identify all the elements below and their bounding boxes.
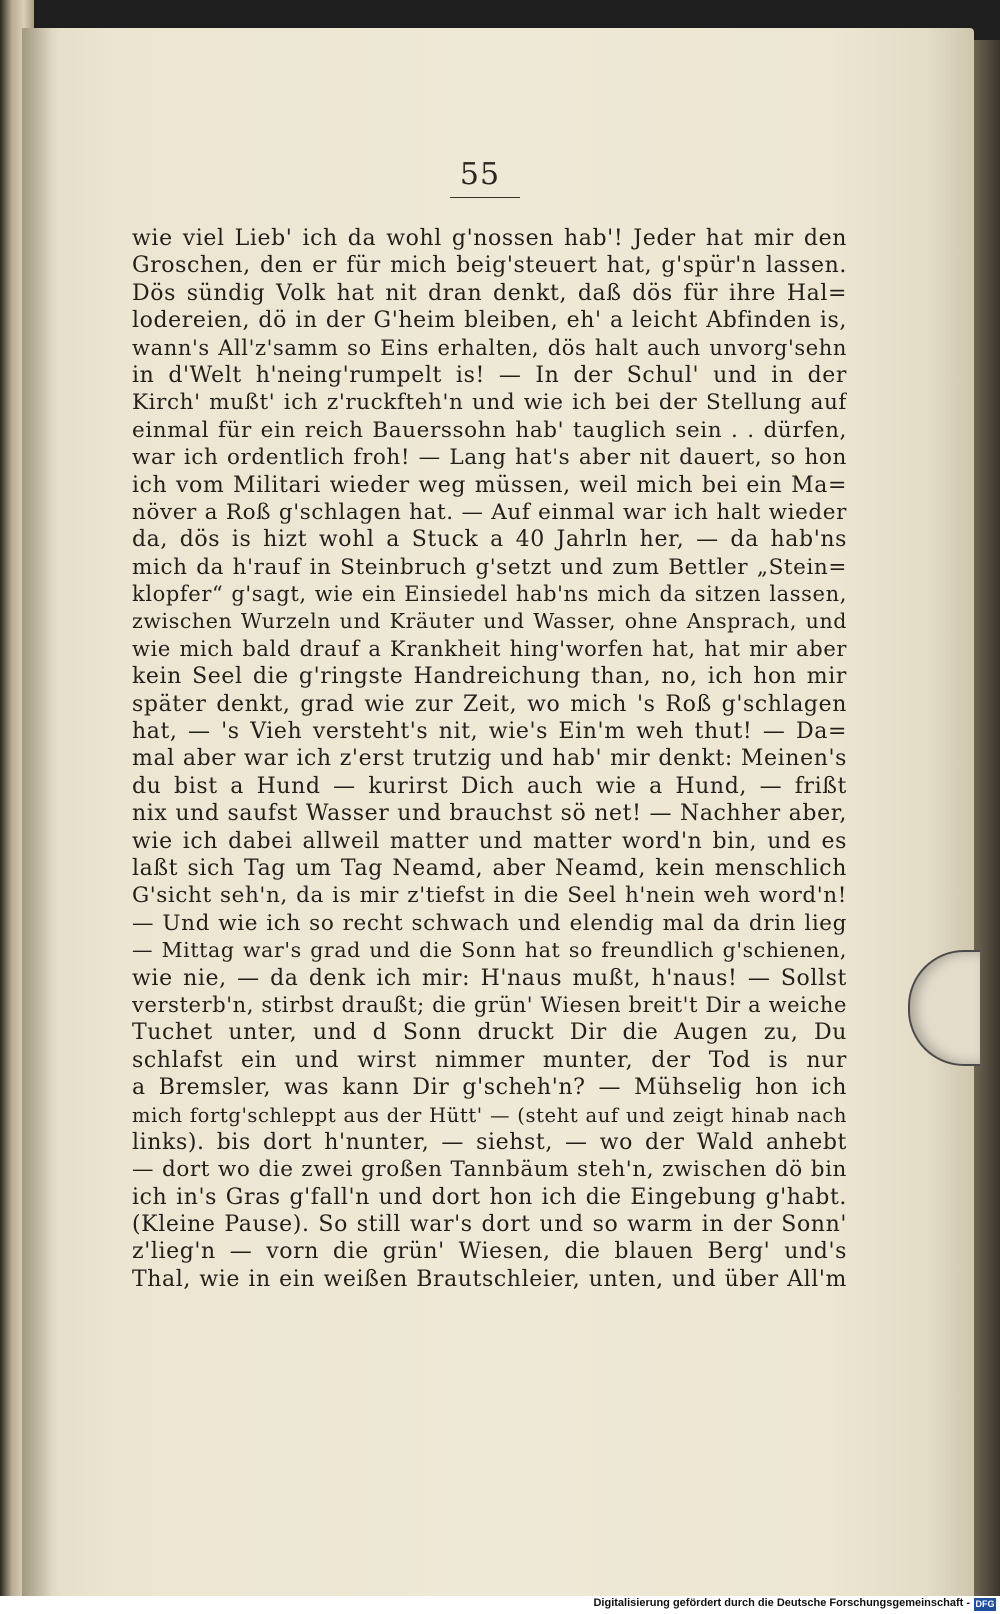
text-line: kein Seel die g'ringste Handreichung than, no, ich hon mir <box>132 664 847 690</box>
text-line: ich vom Militari wieder weg müssen, weil mich bei ein Ma= <box>132 472 847 498</box>
text-line: wie mich bald drauf a Krankheit hing'worfen hat, hat mir aber <box>132 636 847 661</box>
text-line: z'lieg'n — vorn die grün' Wiesen, die blauen Berg' und's <box>132 1239 847 1265</box>
text-line: hat, — 's Vieh versteht's nit, wie's Ein'm weh thut! — Da= <box>132 719 847 745</box>
dfg-logo: DFG <box>975 1599 995 1609</box>
text-line: lodereien, dö in der G'heim bleiben, eh' a leicht Abfinden is, <box>132 308 847 334</box>
text-line: wann's All'z'samm so Eins erhalten, dös halt auch unvorg'sehn <box>132 335 847 360</box>
book-cover-edge <box>974 40 1000 1596</box>
text-line: laßt sich Tag um Tag Neamd, aber Neamd, kein menschlich <box>132 855 847 881</box>
text-line: später denkt, grad wie zur Zeit, wo mich 's Roß g'schlagen <box>132 691 847 717</box>
text-line: wie ich dabei allweil matter und matter word'n bin, und es <box>132 828 847 854</box>
text-line: schlafst ein und wirst nimmer munter, der Tod is nur <box>132 1047 847 1073</box>
digitization-footer <box>0 1596 1000 1614</box>
funding-notice: Digitalisierung gefördert durch die Deutsche Forschungsgemeinschaft - <box>593 1597 970 1609</box>
text-line: mal aber war ich z'erst trutzig und hab' mir denkt: Meinen's <box>132 746 847 772</box>
text-line: Thal, wie in ein weißen Brautschleier, unten, und über All'm <box>132 1266 847 1292</box>
text-line: — dort wo die zwei großen Tannbäum steh'n, zwischen dö bin <box>132 1157 847 1183</box>
page-number: 55 <box>459 157 501 192</box>
text-line: mich fortg'schleppt aus der Hütt' — (steht auf und zeigt hinab nach <box>132 1103 847 1127</box>
body-text <box>132 225 847 1293</box>
text-line: ich in's Gras g'fall'n und dort hon ich die Eingebung g'habt. <box>132 1184 847 1210</box>
page-gutter-shadow <box>22 28 52 1596</box>
text-line: war ich ordentlich froh! — Lang hat's aber nit dauert, so hon <box>132 445 847 471</box>
text-line: Kirch' mußt' ich z'ruckfteh'n und wie ich bei der Stellung auf <box>132 390 847 416</box>
page-number-rule <box>450 197 520 198</box>
text-line: nix und saufst Wasser und brauchst sö net! — Nachher aber, <box>132 801 847 827</box>
text-line: zwischen Wurzeln und Kräuter und Wasser, ohne Ansprach, und <box>132 609 847 634</box>
text-line: wie nie, — da denk ich mir: H'naus mußt, h'naus! — Sollst <box>132 965 847 991</box>
text-line: növer a Roß g'schlagen hat. — Auf einmal war ich halt wieder <box>132 499 847 525</box>
text-line: wie viel Lieb' ich da wohl g'nossen hab'! Jeder hat mir den <box>132 226 847 251</box>
text-line: einmal für ein reich Bauerssohn hab' tauglich sein . . dürfen, <box>132 417 847 443</box>
text-line: Tuchet unter, und d Sonn druckt Dir die Augen zu, Du <box>132 1020 847 1046</box>
text-line: in d'Welt h'neing'rumpelt is! — In der Schul' und in der <box>132 362 847 388</box>
text-line: (Kleine Pause). So still war's dort und so warm in der Sonn' <box>132 1212 847 1238</box>
text-line: a Bremsler, was kann Dir g'scheh'n? — Mühselig hon ich <box>132 1075 847 1101</box>
text-line: da, dös is hizt wohl a Stuck a 40 Jahrln her, — da hab'ns <box>132 527 847 553</box>
text-line: du bist a Hund — kurirst Dich auch wie a Hund, — frißt <box>132 773 847 799</box>
text-line: Dös sündig Volk hat nit dran denkt, daß dös für ihre Hal= <box>132 280 847 306</box>
text-line: G'sicht seh'n, da is mir z'tiefst in die Seel h'nein weh word'n! <box>132 883 847 909</box>
text-line: Groschen, den er für mich beig'steuert hat, g'spür'n lassen. <box>132 253 847 279</box>
text-line: links). bis dort h'nunter, — siehst, — wo der Wald anhebt <box>132 1129 847 1155</box>
text-line: — Mittag war's grad und die Sonn hat so freundlich g'schienen, <box>132 938 847 963</box>
text-line: klopfer“ g'sagt, wie ein Einsiedel hab'ns mich da sitzen lassen, <box>132 582 847 607</box>
text-line: — Und wie ich so recht schwach und elendig mal da drin lieg <box>132 910 847 936</box>
text-line: mich da h'rauf in Steinbruch g'setzt und zum Bettler „Stein= <box>132 554 847 580</box>
text-line: versterb'n, stirbst draußt; die grün' Wiesen breit't Dir a weiche <box>132 992 847 1017</box>
